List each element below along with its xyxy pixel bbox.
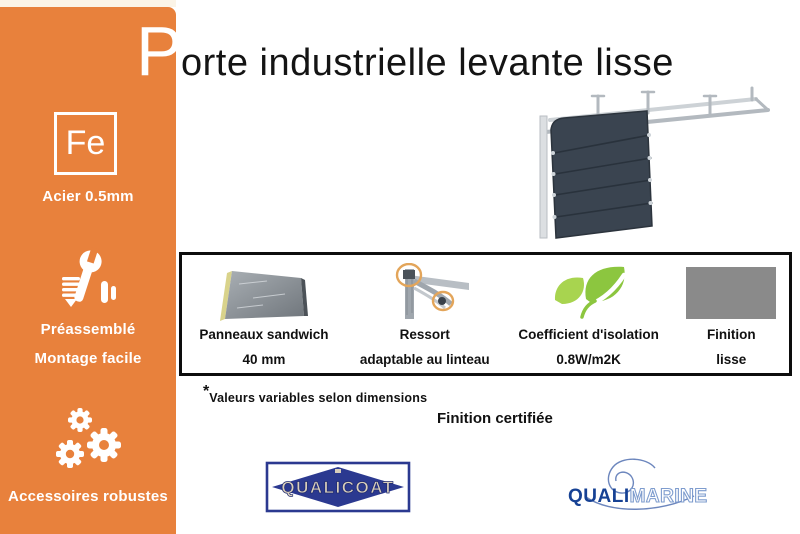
sandwich-panel-image	[215, 262, 313, 324]
sidebar-label-easy-mounting: Montage facile	[34, 350, 142, 367]
sidebar-label-preassembled: Préassemblé	[40, 321, 136, 338]
features-box	[179, 252, 792, 376]
page-title-dropcap: P	[136, 12, 183, 90]
feature-value: adaptable au linteau	[359, 352, 490, 367]
gears-icon	[50, 403, 126, 475]
qualicoat-logo-text: QUALICOAT	[281, 478, 395, 497]
sectional-door-image	[520, 86, 778, 244]
sidebar-label-robust-accessories: Accessoires robustes	[8, 488, 168, 505]
feature-label: Ressort	[399, 327, 450, 342]
page-title: orte industrielle levante lisse	[181, 42, 674, 84]
feature-value: lisse	[716, 352, 747, 367]
leaf-icon	[542, 262, 636, 324]
feature-spring	[346, 255, 504, 373]
feature-insulation	[504, 255, 674, 373]
feature-label: Coefficient d'isolation	[518, 327, 659, 342]
fe-symbol: Fe	[65, 124, 106, 162]
footnote-text: Valeurs variables selon dimensions	[209, 391, 428, 405]
qualimarine-logo	[558, 455, 712, 522]
feature-finish	[674, 255, 789, 373]
feature-sandwich-panel	[182, 255, 346, 373]
sidebar-top-strip	[0, 0, 176, 7]
feature-label: Panneaux sandwich	[199, 327, 329, 342]
spring-lintel-image	[379, 262, 471, 324]
wrench-screw-icon	[57, 247, 119, 313]
feature-label: Finition	[706, 327, 756, 342]
qualicoat-logo	[265, 461, 411, 518]
fe-element-icon	[54, 112, 117, 175]
feature-value: 0.8W/m2K	[556, 352, 621, 367]
qualimarine-logo-light: MARINE	[629, 486, 708, 507]
smooth-finish-swatch	[686, 262, 776, 324]
footnote	[203, 383, 427, 407]
sidebar-label-steel: Acier 0.5mm	[42, 188, 134, 205]
svg-text:QUALIMARINE	[568, 486, 708, 507]
qualimarine-logo-bold: QUALI	[568, 486, 630, 507]
footnote-asterisk: *	[203, 383, 210, 400]
feature-value: 40 mm	[242, 352, 286, 367]
certification-heading: Finition certifiée	[437, 410, 553, 427]
